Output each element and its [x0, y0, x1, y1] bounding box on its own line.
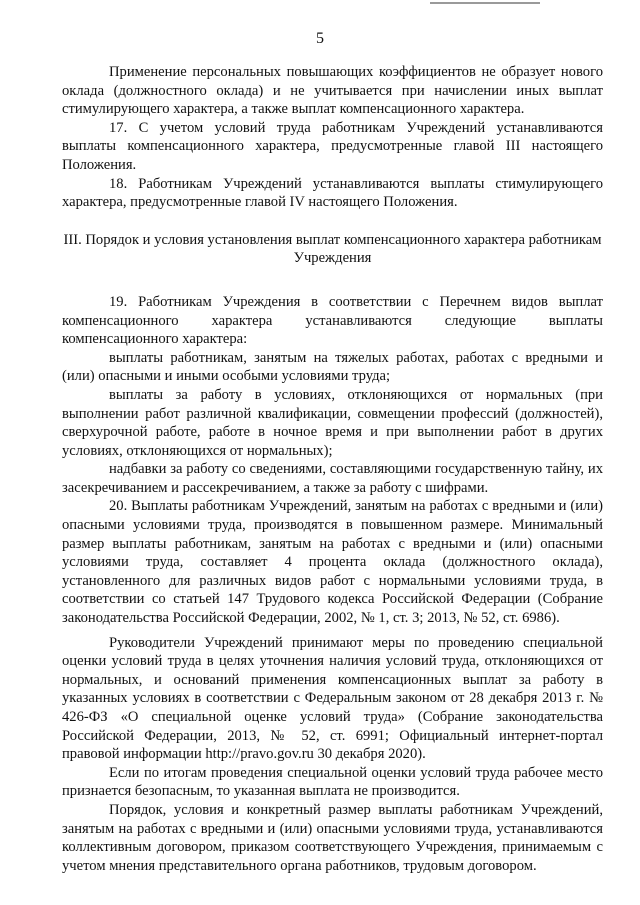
paragraph-safe-workplace: Если по итогам проведения специальной оценки условий труда рабочее место признается безопасным, то указанная выплата не производится. [62, 764, 603, 800]
list-item-state-secret: надбавки за работу со сведениями, составляющими государственную тайну, их засекречиванием и рассекречиванием, а также за работу с шифрами. [62, 461, 603, 496]
list-item-abnormal-conditions: выплаты за работу в условиях, отклоняющихся от нормальных (при выполнении работ различной квалификации, совмещении профессий (должностей), сверхурочной работе, работе в ночное время и при выполнении работ в других условиях, отклоняющихся от нормальных); [62, 386, 603, 459]
paragraph-coefficients: Применение персональных повышающих коэффициентов не образует нового оклада (должностного оклада) и не учитывается при начислении иных выплат стимулирующего характера, а также выплат компенсационного характера. [62, 64, 603, 118]
paragraph-19: 19. Работникам Учреждения в соответствии с Перечнем видов выплат компенсационного характера устанавливаются следующие выплаты компенсационного характера: [62, 293, 603, 348]
paragraph-17: 17. С учетом условий труда работникам Учреждений устанавливаются выплаты компенсационного характера, предусмотренные главой III настоящего Положения. [62, 119, 603, 173]
section-heading: III. Порядок и условия установления выплат компенсационного характера работникам Учреждения [63, 231, 602, 267]
paragraph-20: 20. Выплаты работникам Учреждений, занятым на работах с вредными и (или) опасными условиями труда, производятся в повышенном размере. Минимальный размер выплаты работникам, занятым на работах с вредными и (или) опасными условиями труда, составляет 4 процента оклада (должностного оклада), установленного для различных видов работ с нормальными условиями труда, в соответствии со статьей 147 Трудового кодекса Российской Федерации (Собрание законодательства Российской Федерации, 2002, № 1, ст. 3; 2013, № 52, ст. 6986). [62, 498, 603, 627]
page-number: 5 [316, 30, 324, 47]
paragraph-18: 18. Работникам Учреждений устанавливаются выплаты стимулирующего характера, предусмотренные главой IV настоящего Положения. [62, 175, 603, 211]
paragraph-procedure: Порядок, условия и конкретный размер выплаты работникам Учреждений, занятым на работах с вредными и (или) опасными условиями труда, устанавливаются коллективным договором, приказом соответствующего Учреждения, принимаемым с учетом мнения представительного органа работников, трудовым договором. [62, 801, 603, 874]
scan-edge-mark [430, 2, 540, 4]
document-body [62, 63, 603, 875]
paragraph-special-assessment: Руководители Учреждений принимают меры по проведению специальной оценки условий труда в целях уточнения наличия условий труда, отклоняющихся от нормальных, и оснований применения компенсационных выплат за работу в указанных условиях в соответствии с Федеральным законом от 28 декабря 2013 г. № 426-ФЗ «О специальной оценке условий труда» (Собрание законодательства Российской Федерации, 2013, № 52, ст. 6991; Официальный интернет-портал правовой информации http://pravo.gov.ru 30 декабря 2020). [62, 634, 603, 763]
list-item-harmful-work: выплаты работникам, занятым на тяжелых работах, работах с вредными и (или) опасными и иными особыми условиями труда; [62, 349, 603, 385]
